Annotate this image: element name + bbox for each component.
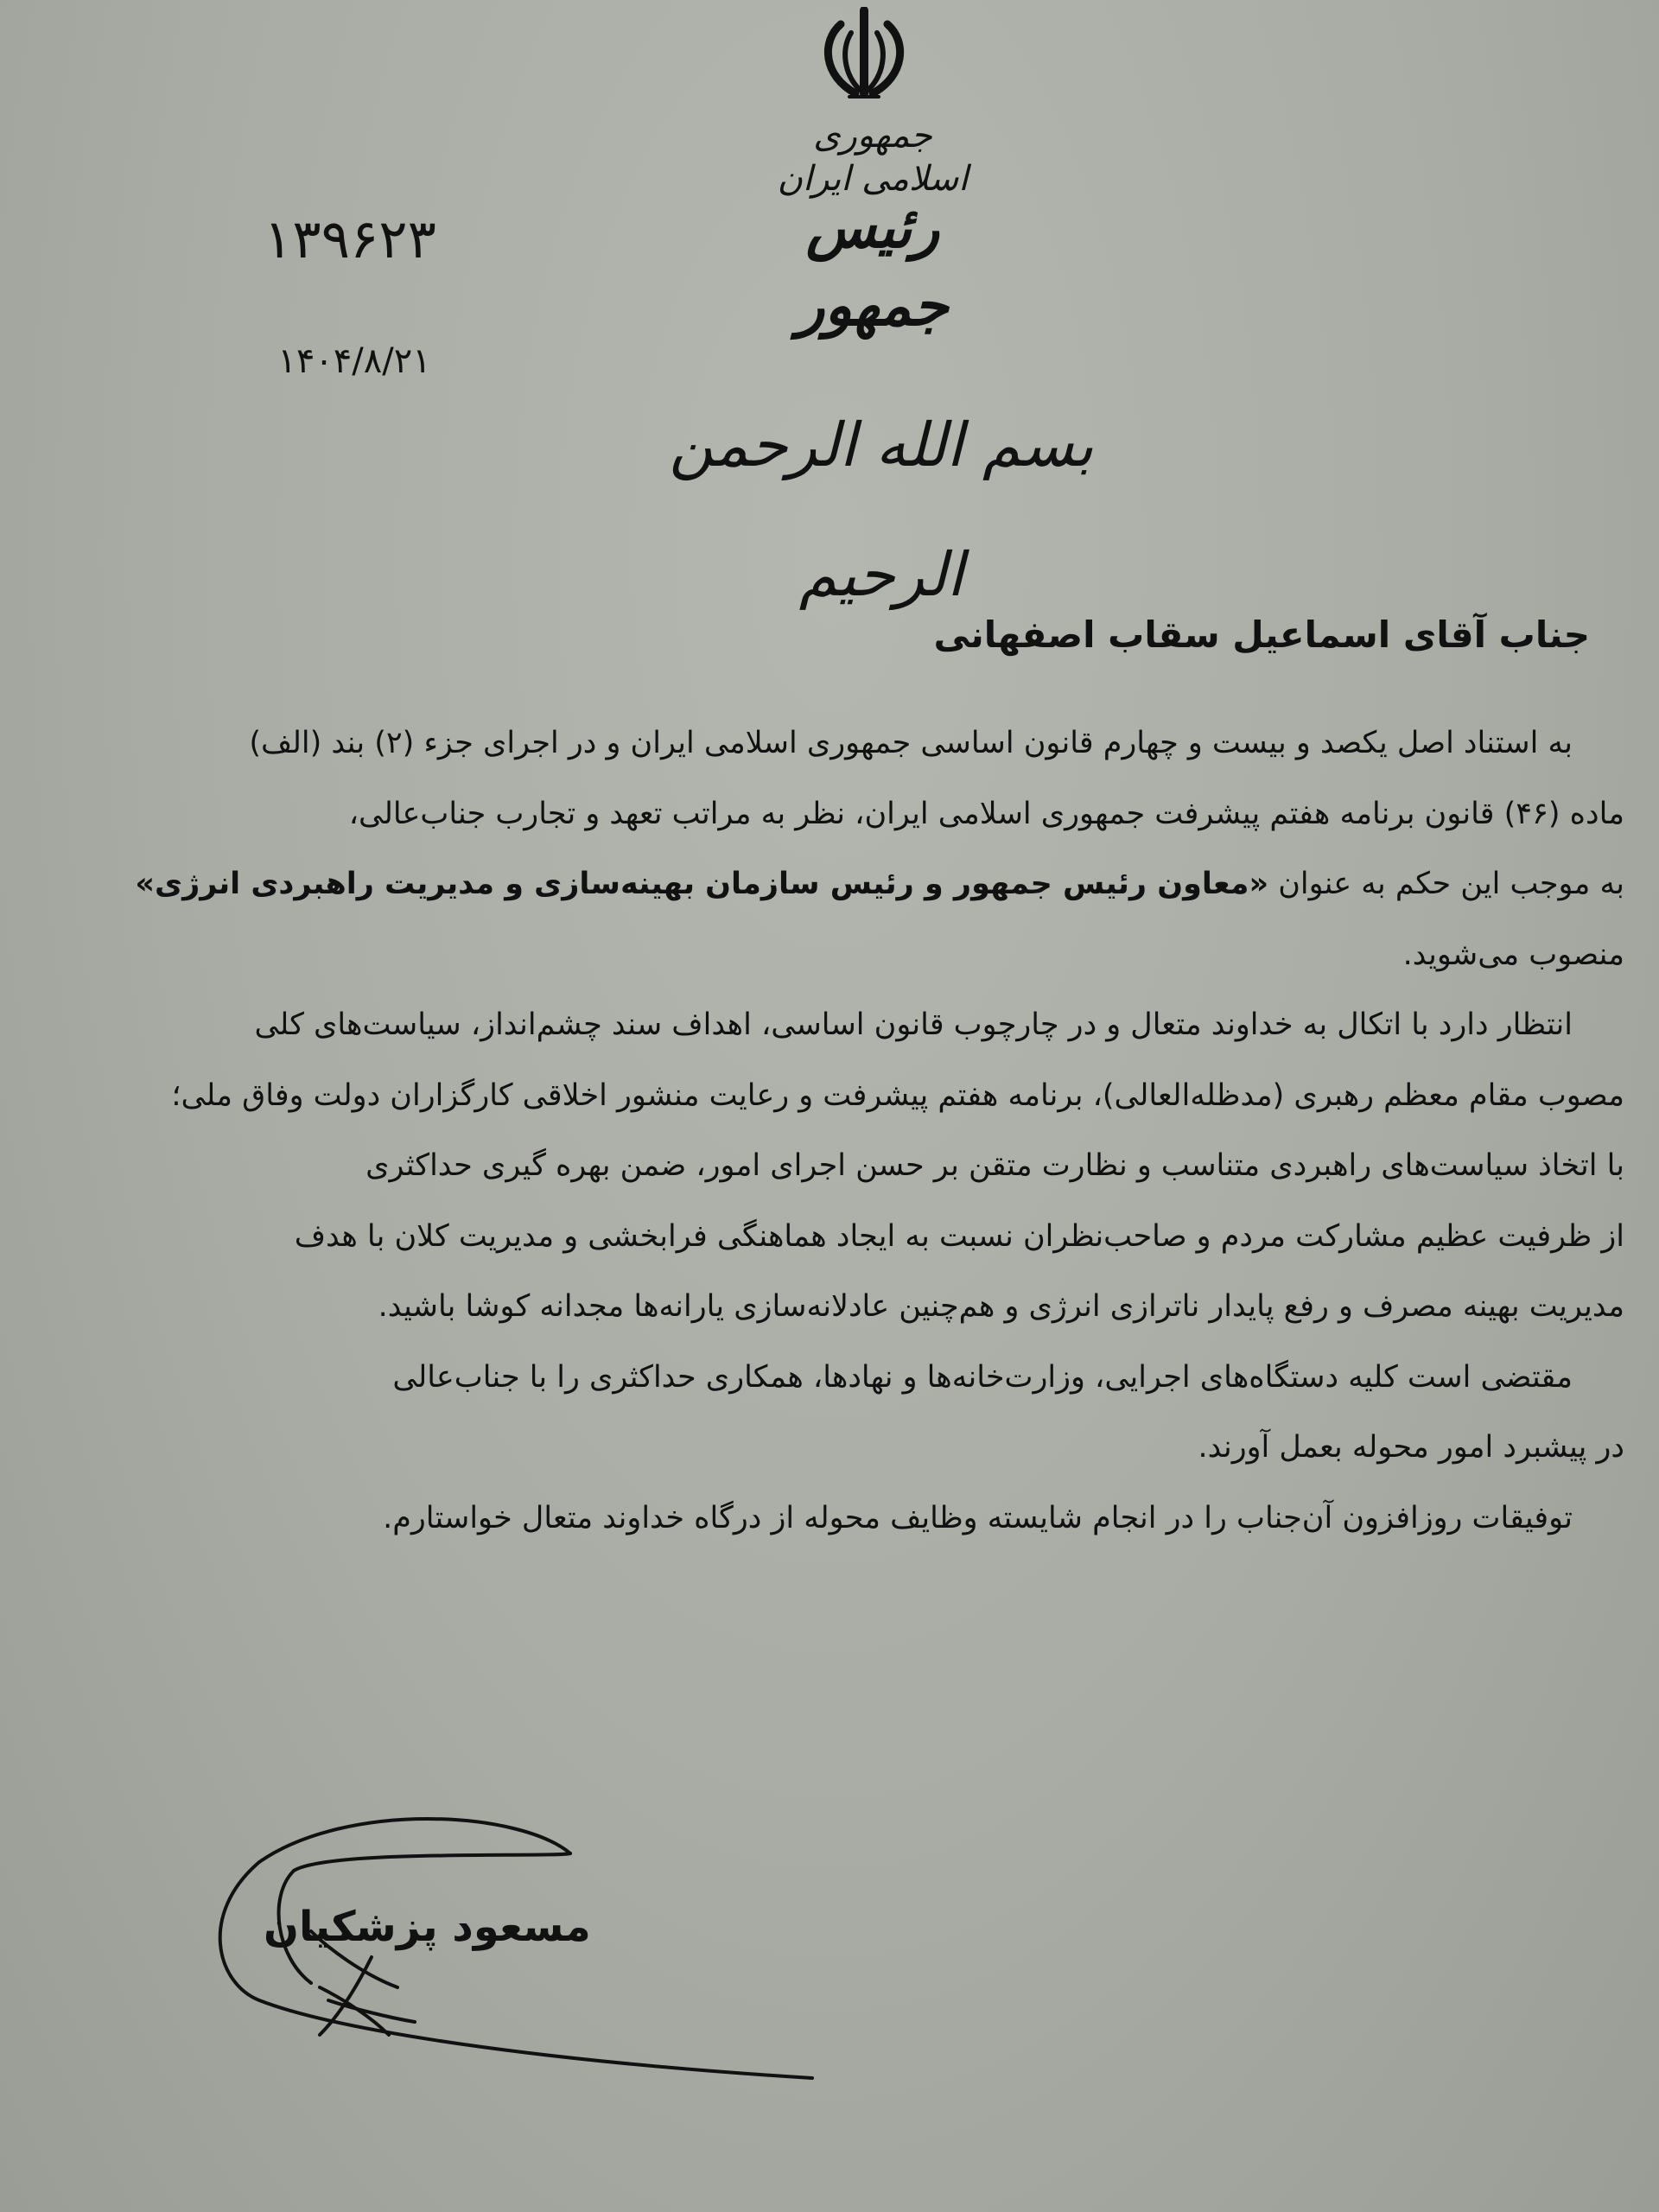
body-line: مدیریت بهینه مصرف و رفع پایدار ناترازی انرژی و هم‌چنین عادلانه‌سازی یارانه‌ها مجدانه کوشا باشید.	[378, 1289, 1624, 1324]
body-line: از ظرفیت عظیم مشارکت مردم و صاحب‌نظران نسبت به ایجاد هماهنگی فرابخشی و مدیریت کلان با هدف	[294, 1218, 1624, 1254]
letter-number: ۱۳۹۶۲۳	[264, 207, 436, 270]
body-line	[9, 849, 1624, 920]
body-line: در پیشبرد امور محوله بعمل آورند.	[1198, 1430, 1624, 1465]
body-line: ماده (۴۶) قانون برنامه هفتم پیشرفت جمهوری اسلامی ایران، نظر به مراتب تعهد و تجارب جناب‌عالی،	[348, 796, 1624, 831]
letter-body	[9, 709, 1624, 1554]
paragraph-expectations	[9, 990, 1624, 1343]
iran-emblem-icon	[817, 7, 912, 104]
body-line: توفیقات روزافزون آن‌جناب را در انجام شایسته وظایف محوله از درگاه خداوند متعال خواستارم.	[383, 1500, 1573, 1535]
body-line-text: به موجب این حکم به عنوان	[1278, 867, 1624, 901]
body-line: انتظار دارد با اتکال به خداوند متعال و در چارچوب قانون اساسی، اهداف سند چشم‌انداز، سیاست‌های کلی	[254, 1007, 1573, 1042]
paragraph-closing	[9, 1484, 1624, 1554]
paragraph-appointment	[9, 709, 1624, 990]
letterhead-country: جمهوری اسلامی ایران	[777, 116, 969, 199]
letter-date: ۱۴۰۴/۸/۲۱	[277, 341, 431, 381]
body-line: مصوب مقام معظم رهبری (مدظله‌العالی)، برنامه هفتم پیشرفت و رعایت منشور اخلاقی کارگزاران دولت وفاق ملی؛	[171, 1077, 1624, 1113]
bismillah-invocation: بسم الله الرحمن الرحیم	[669, 410, 1094, 610]
body-line: منصوب می‌شوید.	[1402, 937, 1624, 972]
signatory-name: مسعود پزشکیان	[264, 1903, 591, 1951]
body-line: با اتخاذ سیاست‌های راهبردی متناسب و نظارت متقن بر حسن اجرای امور، ضمن بهره گیری حداکثری	[365, 1148, 1624, 1183]
body-line: مقتضی است کلیه دستگاه‌های اجرایی، وزارت‌خانه‌ها و نهادها، همکاری حداکثری را با جناب‌عالی	[392, 1359, 1573, 1395]
body-line: به استناد اصل یکصد و بیست و چهارم قانون اساسی جمهوری اسلامی ایران و در اجرای جزء (۲) بند (الف)	[249, 726, 1573, 760]
addressee: جناب آقای اسماعیل سقاب اصفهانی	[933, 613, 1590, 656]
appointment-title: «معاون رئیس جمهور و رئیس سازمان بهینه‌سازی و مدیریت راهبردی انرژی»	[135, 867, 1269, 901]
paragraph-cooperation	[9, 1343, 1624, 1484]
letterhead-office: رئیس جمهور	[797, 194, 949, 339]
